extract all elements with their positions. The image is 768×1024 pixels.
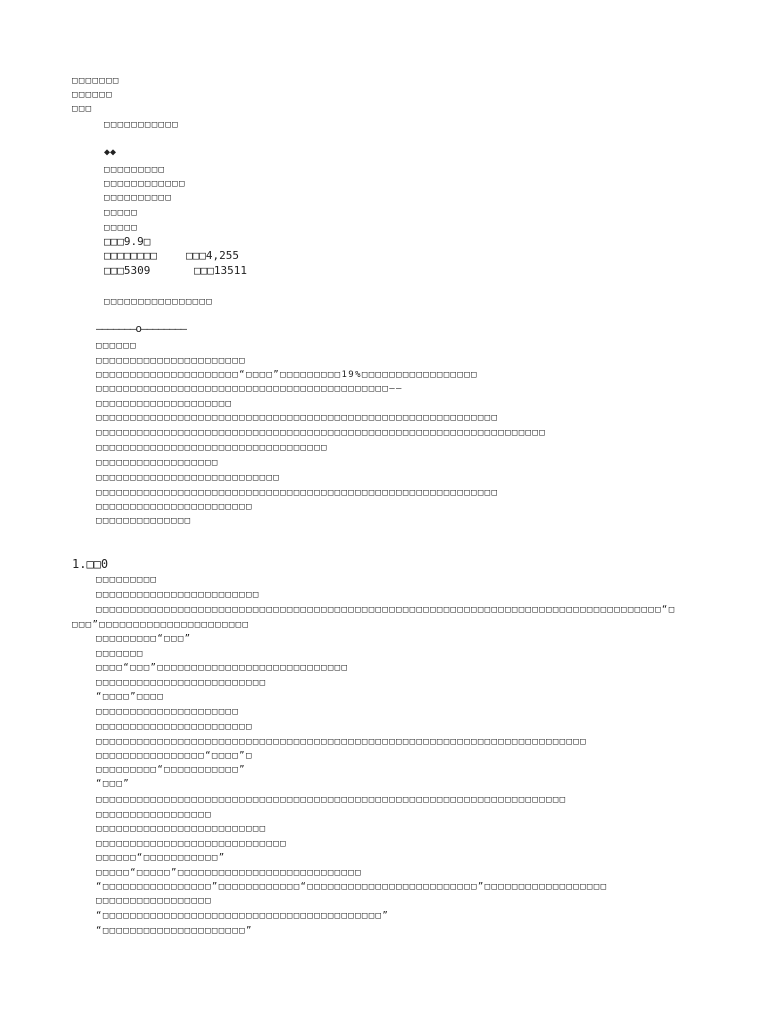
title-line-4: □□□□□□□□□□□ — [104, 120, 180, 130]
intro-line: □□□□□□□□□□□□□□□□□□□□□□□ — [96, 502, 253, 512]
intro-line: □□□□□□□□□□□□□□□□□□ — [96, 458, 219, 468]
book-info-line: □□□□□ — [104, 208, 139, 218]
intro-line: □□□□□□□□□□□□□□□□□□□□ — [96, 399, 233, 409]
section-divider: ———————o———————— — [96, 322, 186, 335]
chapter-line: □□□□□□□□□□□□□□□□□□□□□□□□□□□□ — [96, 839, 287, 849]
book-stat: □□□13511 — [194, 264, 247, 277]
intro-line: □□□□□□□□□□□□□□□□□□□□□“□□□□”□□□□□□□□□19%□□□□□□□□□□□□□□□□□ — [96, 370, 478, 380]
intro-line: □□□□□□□□□□□□□□ — [96, 516, 192, 526]
intro-line: □□□□□□□□□□□□□□□□□□□□□□□□□□□□□□□□□□ — [96, 443, 328, 453]
diamond-icon: ◆◆ — [104, 147, 117, 158]
chapter-line: □□□□□“□□□□□”□□□□□□□□□□□□□□□□□□□□□□□□□□□ — [96, 868, 362, 878]
chapter-line: “□□□□□□□□□□□□□□□□□□□□□” — [96, 926, 253, 936]
chapter-line: □□□□□□□□□□□□□□□□□□□□□□□□□□□□□□□□□□□□□□□□□□□□□□□□□□□□□□□□□□□□□□□□□□□□□□□□□□□□□□□□□□□“□ — [96, 605, 676, 615]
chapter-line: □□□□□□□□□□□□□□□□□ — [96, 896, 212, 906]
chapter-line: □□□□□□□□□□□□□□□□□□□□□□□□□□□□□□□□□□□□□□□□□□□□□□□□□□□□□□□□□□□□□□□□□□□□□□□□ — [96, 737, 587, 747]
intro-line: □□□□□□ — [96, 341, 137, 351]
chapter-line: “□□□□”□□□□ — [96, 692, 165, 702]
chapter-line: □□□□□□“□□□□□□□□□□□” — [96, 853, 226, 863]
book-score: □□□9.9□ — [104, 235, 151, 248]
book-stat: □□□5309 — [104, 264, 151, 277]
book-stat: □□□□□□□□ — [104, 249, 157, 262]
book-info-line: □□□□□□□□□□ — [104, 193, 173, 203]
title-line-3: □□□ — [72, 104, 93, 114]
intro-line: □□□□□□□□□□□□□□□□□□□□□□□□□□□□□□□□□□□□□□□□□□□—— — [96, 384, 403, 394]
intro-line: □□□□□□□□□□□□□□□□□□□□□□□□□□□□□□□□□□□□□□□□□□□□□□□□□□□□□□□□□□□□□□□□□□ — [96, 428, 547, 438]
chapter-line: “□□□□□□□□□□□□□□□□”□□□□□□□□□□□□“□□□□□□□□□□□□□□□□□□□□□□□□□”□□□□□□□□□□□□□□□□□□ — [96, 882, 608, 892]
title-line-1: □□□□□□□ — [72, 76, 120, 86]
chapter-line: □□□□□□□□□ — [96, 575, 158, 585]
book-note: □□□□□□□□□□□□□□□□ — [104, 297, 214, 307]
title-line-2: □□□□□□ — [72, 90, 113, 100]
chapter-line: □□□□□□□□□□□□□□□□□□□□□ — [96, 707, 240, 717]
chapter-line: □□□□□□□□□“□□□□□□□□□□□” — [96, 765, 247, 775]
chapter-line: □□□□□□□ — [96, 649, 144, 659]
chapter-line: □□□”□□□□□□□□□□□□□□□□□□□□□□ — [72, 620, 250, 630]
book-info-line: □□□□□□□□□□□□ — [104, 179, 186, 189]
book-stat: □□□4,255 — [186, 249, 239, 262]
chapter-line: □□□□□□□□□□□□□□□□□□□□□□□ — [96, 722, 253, 732]
chapter-line: □□□□□□□□□□□□□□□□□□□□□□□□□ — [96, 824, 267, 834]
chapter-line: □□□□□□□□□“□□□” — [96, 634, 192, 644]
intro-line: □□□□□□□□□□□□□□□□□□□□□□□□□□□ — [96, 473, 281, 483]
intro-line: □□□□□□□□□□□□□□□□□□□□□□□□□□□□□□□□□□□□□□□□□□□□□□□□□□□□□□□□□□□ — [96, 413, 499, 423]
chapter-line: □□□□□□□□□□□□□□□□□□□□□□□□□ — [96, 678, 267, 688]
chapter-line: □□□□□□□□□□□□□□□□□□□□□□□□ — [96, 590, 260, 600]
chapter-line: “□□□□□□□□□□□□□□□□□□□□□□□□□□□□□□□□□□□□□□□□□” — [96, 911, 390, 921]
book-info-line: □□□□□ — [104, 223, 139, 233]
chapter-line: “□□□” — [96, 779, 131, 789]
intro-line: □□□□□□□□□□□□□□□□□□□□□□ — [96, 356, 247, 366]
book-info-line: □□□□□□□□□ — [104, 165, 166, 175]
chapter-heading: 1.□□0 — [72, 557, 109, 571]
chapter-line: □□□□□□□□□□□□□□□□“□□□□”□ — [96, 751, 253, 761]
chapter-line: □□□□□□□□□□□□□□□□□ — [96, 810, 212, 820]
chapter-line: □□□□“□□□”□□□□□□□□□□□□□□□□□□□□□□□□□□□□ — [96, 663, 349, 673]
intro-line: □□□□□□□□□□□□□□□□□□□□□□□□□□□□□□□□□□□□□□□□□□□□□□□□□□□□□□□□□□□ — [96, 488, 499, 498]
chapter-line: □□□□□□□□□□□□□□□□□□□□□□□□□□□□□□□□□□□□□□□□□□□□□□□□□□□□□□□□□□□□□□□□□□□□□ — [96, 795, 567, 805]
